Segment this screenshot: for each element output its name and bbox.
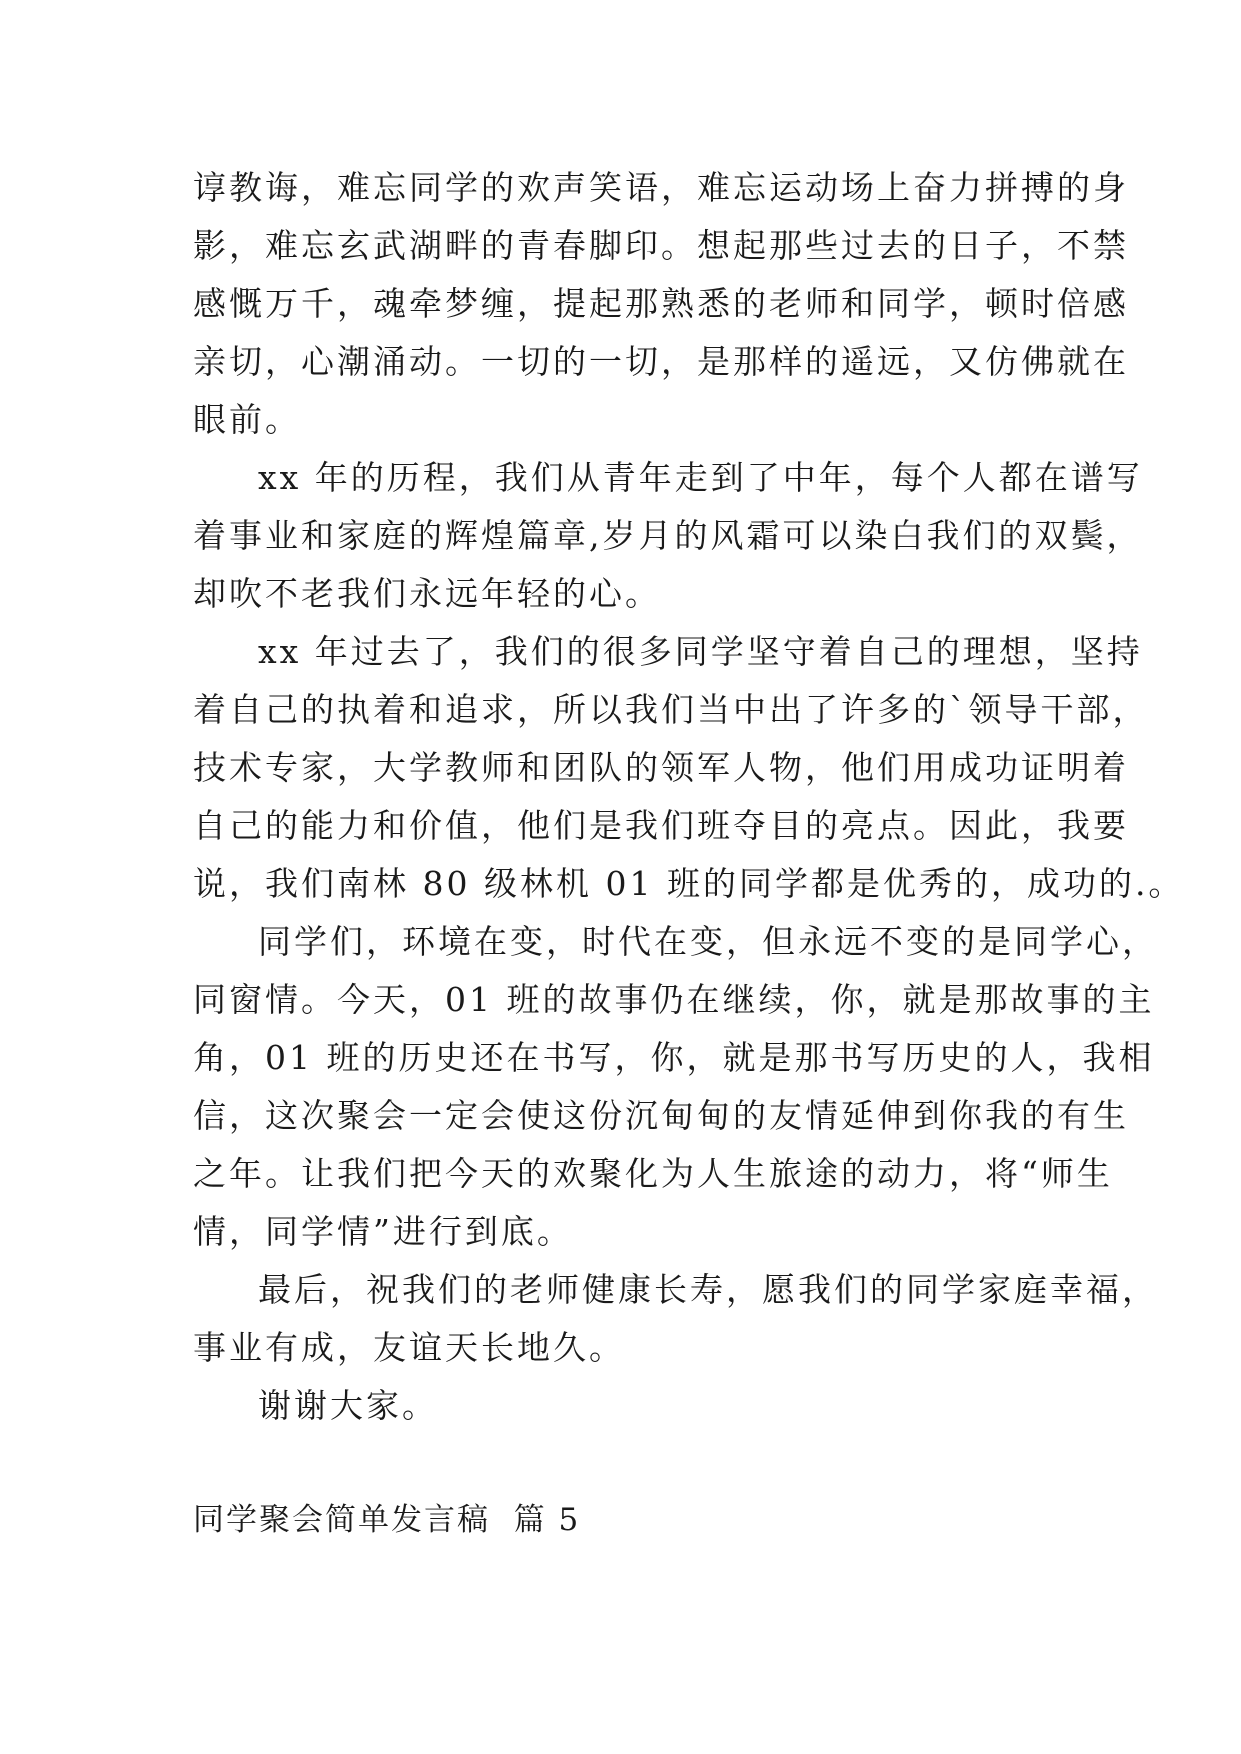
body-text-line: 感慨万千，魂牵梦缠，提起那熟悉的老师和同学，顿时倍感 (193, 284, 1129, 323)
paragraph-first-line: 最后，祝我们的老师健康长寿，愿我们的同学家庭幸福， (258, 1270, 1158, 1309)
body-text-line: 自己的能力和价值，他们是我们班夺目的亮点。因此，我要 (193, 806, 1129, 845)
body-text-line: 着事业和家庭的辉煌篇章,岁月的风霜可以染白我们的双鬓， (193, 516, 1143, 555)
paragraph-first-line: xx 年的历程，我们从青年走到了中年，每个人都在谱写 (258, 458, 1143, 497)
body-text-line: 情，同学情”进行到底。 (193, 1212, 573, 1251)
body-text-line: 却吹不老我们永远年轻的心。 (193, 574, 661, 613)
body-text-line: 角，01 班的历史还在书写，你，就是那书写历史的人，我相 (193, 1038, 1155, 1077)
body-text-line: 信，这次聚会一定会使这份沉甸甸的友情延伸到你我的有生 (193, 1096, 1129, 1135)
closing-line: 谢谢大家。 (258, 1386, 438, 1425)
body-text-line: 影，难忘玄武湖畔的青春脚印。想起那些过去的日子，不禁 (193, 226, 1129, 265)
body-text-line: 事业有成，友谊天长地久。 (193, 1328, 625, 1367)
body-text-line: 亲切，心潮涌动。一切的一切，是那样的遥远，又仿佛就在 (193, 342, 1129, 381)
body-text-line: 说，我们南林 80 级林机 01 班的同学都是优秀的，成功的.。 (193, 864, 1185, 903)
paragraph-first-line: xx 年过去了，我们的很多同学坚守着自己的理想，坚持 (258, 632, 1143, 671)
body-text-line: 着自己的执着和追求，所以我们当中出了许多的`领导干部， (193, 690, 1149, 729)
body-text-line: 眼前。 (193, 400, 301, 439)
body-text-line: 同窗情。今天，01 班的故事仍在继续，你，就是那故事的主 (193, 980, 1155, 1019)
section-heading: 同学聚会简单发言稿 篇 5 (193, 1502, 581, 1538)
body-text-line: 之年。让我们把今天的欢聚化为人生旅途的动力，将“师生 (193, 1154, 1113, 1193)
body-text-line: 谆教诲，难忘同学的欢声笑语，难忘运动场上奋力拼搏的身 (193, 168, 1129, 207)
paragraph-first-line: 同学们，环境在变，时代在变，但永远不变的是同学心， (258, 922, 1158, 961)
body-text-line: 技术专家，大学教师和团队的领军人物，他们用成功证明着 (193, 748, 1129, 787)
